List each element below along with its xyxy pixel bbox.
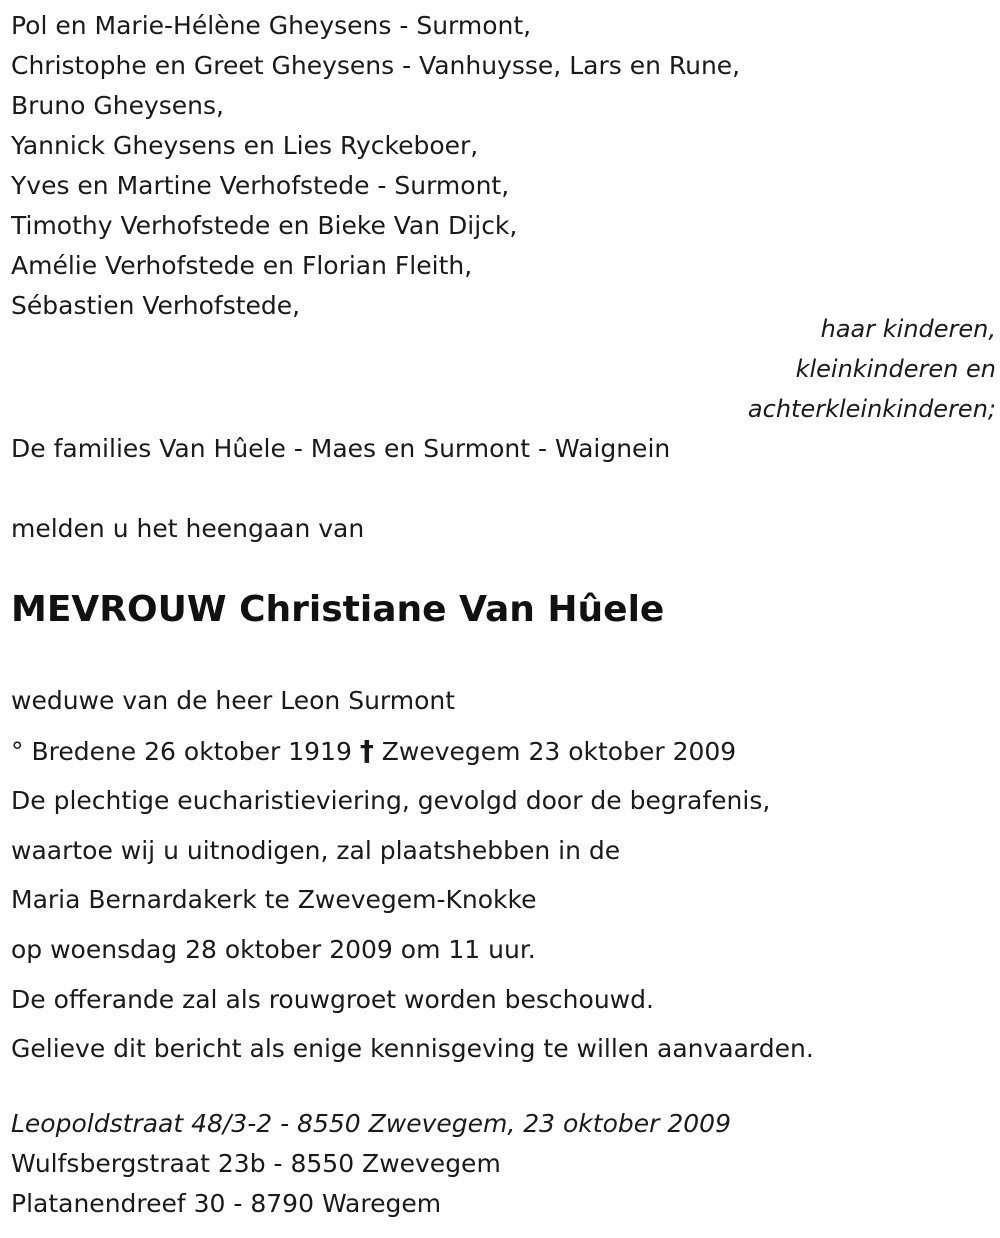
family-member-line: Timothy Verhofstede en Bieke Van Dijck, — [11, 211, 518, 240]
family-member-line: Yves en Martine Verhofstede - Surmont, — [11, 171, 510, 200]
address-line: Wulfsbergstraat 23b - 8550 Zwevegem — [11, 1149, 501, 1178]
relation-note — [748, 309, 996, 429]
ceremony-line: De plechtige eucharistieviering, gevolgd door de begrafenis, — [11, 786, 771, 816]
address-line: Platanendreef 30 - 8790 Waregem — [11, 1189, 442, 1218]
death-date: Zwevegem 23 oktober 2009 — [381, 736, 737, 766]
dates-line — [11, 726, 814, 777]
family-list — [11, 6, 740, 326]
primary-address: Leopoldstraat 48/3-2 - 8550 Zwevegem, 23 oktober 2009 — [11, 1109, 731, 1138]
announcement-text: melden u het heengaan van — [11, 514, 365, 543]
birth-date: Bredene 26 oktober 1919 — [31, 736, 352, 766]
ceremony-line: De offerande zal als rouwgroet worden beschouwd. — [11, 984, 654, 1014]
deceased-name: MEVROUW Christiane Van Hûele — [11, 589, 665, 630]
widow-of-line: weduwe van de heer Leon Surmont — [11, 686, 456, 715]
family-member-line: Sébastien Verhofstede, — [11, 291, 301, 320]
ceremony-line: waartoe wij u uitnodigen, zal plaatshebben in de — [11, 835, 621, 865]
family-member-line: Yannick Gheysens en Lies Ryckeboer, — [11, 131, 479, 160]
family-member-line: Pol en Marie-Hélène Gheysens - Surmont, — [11, 11, 532, 40]
ceremony-line: Maria Bernardakerk te Zwevegem-Knokke — [11, 885, 537, 915]
relation-line: haar kinderen, — [820, 315, 996, 343]
ceremony-line: Gelieve dit bericht als enige kennisgeving te willen aanvaarden. — [11, 1034, 814, 1064]
cross-icon: † — [359, 733, 374, 767]
family-member-line: Amélie Verhofstede en Florian Fleith, — [11, 251, 473, 280]
relation-line: kleinkinderen en — [795, 355, 996, 383]
family-member-line: Bruno Gheysens, — [11, 91, 224, 120]
relation-line: achterkleinkinderen; — [747, 395, 996, 423]
ceremony-line: op woensdag 28 oktober 2009 om 11 uur. — [11, 934, 536, 964]
addresses — [11, 1104, 731, 1224]
birth-symbol: ° — [11, 736, 24, 766]
notice-details — [11, 676, 814, 1074]
family-member-line: Christophe en Greet Gheysens - Vanhuysse, Lars en Rune, — [11, 51, 741, 80]
other-families: De families Van Hûele - Maes en Surmont - Waignein — [11, 434, 671, 463]
